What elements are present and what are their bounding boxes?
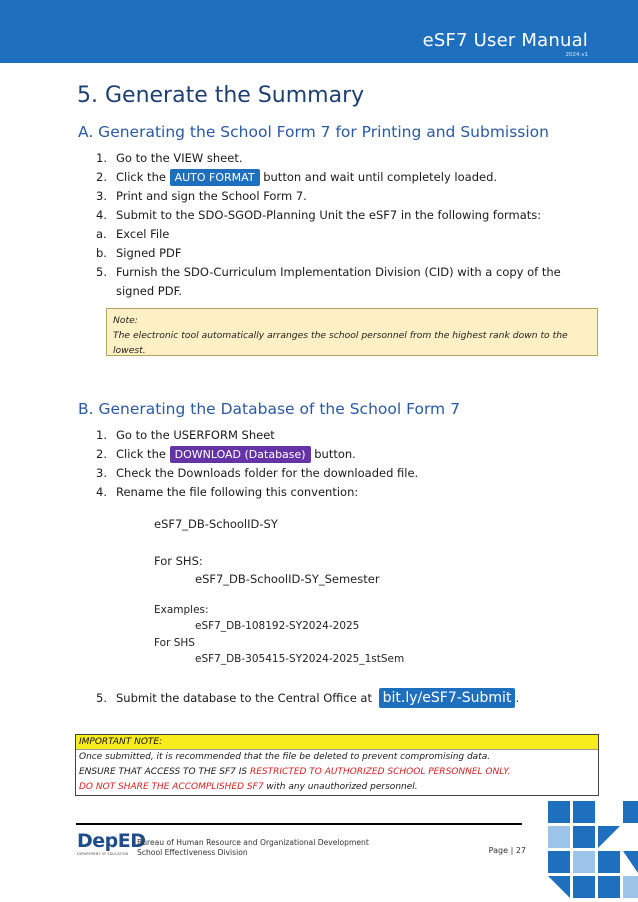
list-item: 4. Submit to the SDO-SGOD-Planning Unit the eSF7 in the following formats: — [96, 208, 542, 222]
note-text-cont: lowest. — [113, 345, 146, 356]
note-box — [106, 308, 598, 356]
footer-org: Bureau of Human Resource and Organizational Development School Effectiveness Division — [137, 838, 369, 857]
page-header — [0, 0, 638, 63]
naming-convention: eSF7_DB-SchoolID-SY — [154, 517, 278, 531]
submit-step: 5. Submit the database to the Central Office at bit.ly/eSF7-Submit . — [96, 690, 520, 706]
section-title: 5. Generate the Summary — [77, 83, 365, 108]
example-shs: eSF7_DB-305415-SY2024-2025_1stSem — [195, 653, 405, 665]
part-b-title: B. Generating the Database of the School Form 7 — [78, 400, 460, 418]
list-item: 1. Go to the USERFORM Sheet — [96, 428, 275, 442]
example-regular: eSF7_DB-108192-SY2024-2025 — [195, 620, 360, 632]
list-item: 2. Click the DOWNLOAD (Database) button. — [96, 447, 356, 461]
list-item: 2. Click the AUTO FORMAT button and wait until completely loaded. — [96, 170, 498, 184]
part-a-steps — [96, 149, 586, 301]
list-item: 5. Furnish the SDO-Curriculum Implementation Division (CID) with a copy of the signed PDF. — [96, 265, 561, 298]
list-item: b. Signed PDF — [96, 246, 182, 260]
examples-label: Examples: — [154, 604, 209, 616]
page-number: Page | 27 — [488, 846, 526, 855]
part-a-title: A. Generating the School Form 7 for Printing and Submission — [78, 123, 549, 141]
footer-divider — [76, 823, 522, 825]
note-text: The electronic tool automatically arranges the school personnel from the highest rank down to the — [113, 330, 568, 341]
list-item: a. Excel File — [96, 227, 170, 241]
list-item: 4. Rename the file following this convention: — [96, 485, 359, 499]
important-line-1: Once submitted, it is recommended that the file be deleted to prevent compromising data. — [79, 752, 491, 762]
decorative-grid-graphic — [540, 801, 638, 902]
list-item: 3. Print and sign the School Form 7. — [96, 189, 307, 203]
list-item: 1. Go to the VIEW sheet. — [96, 151, 243, 165]
important-note-heading: IMPORTANT NOTE: — [76, 735, 598, 750]
deped-logo: DepED DEPARTMENT OF EDUCATION — [77, 830, 146, 856]
auto-format-button: AUTO FORMAT — [170, 169, 260, 186]
examples-shs-label: For SHS — [154, 637, 195, 649]
submit-link[interactable]: bit.ly/eSF7-Submit — [379, 688, 516, 708]
important-line-3: DO NOT SHARE THE ACCOMPLISHED SF7 with any unauthorized personnel. — [79, 782, 418, 792]
important-line-2: ENSURE THAT ACCESS TO THE SF7 IS RESTRICTED TO AUTHORIZED SCHOOL PERSONNEL ONLY. — [79, 767, 511, 777]
list-item: 3. Check the Downloads folder for the downloaded file. — [96, 466, 419, 480]
manual-version: 2024.v1 — [565, 52, 588, 58]
part-b-steps — [96, 426, 586, 502]
shs-label: For SHS: — [154, 554, 203, 568]
important-note-box — [75, 734, 599, 796]
manual-title: eSF7 User Manual — [422, 30, 588, 51]
shs-naming-convention: eSF7_DB-SchoolID-SY_Semester — [195, 572, 380, 586]
download-database-button: DOWNLOAD (Database) — [170, 446, 311, 463]
note-label: Note: — [113, 315, 138, 326]
